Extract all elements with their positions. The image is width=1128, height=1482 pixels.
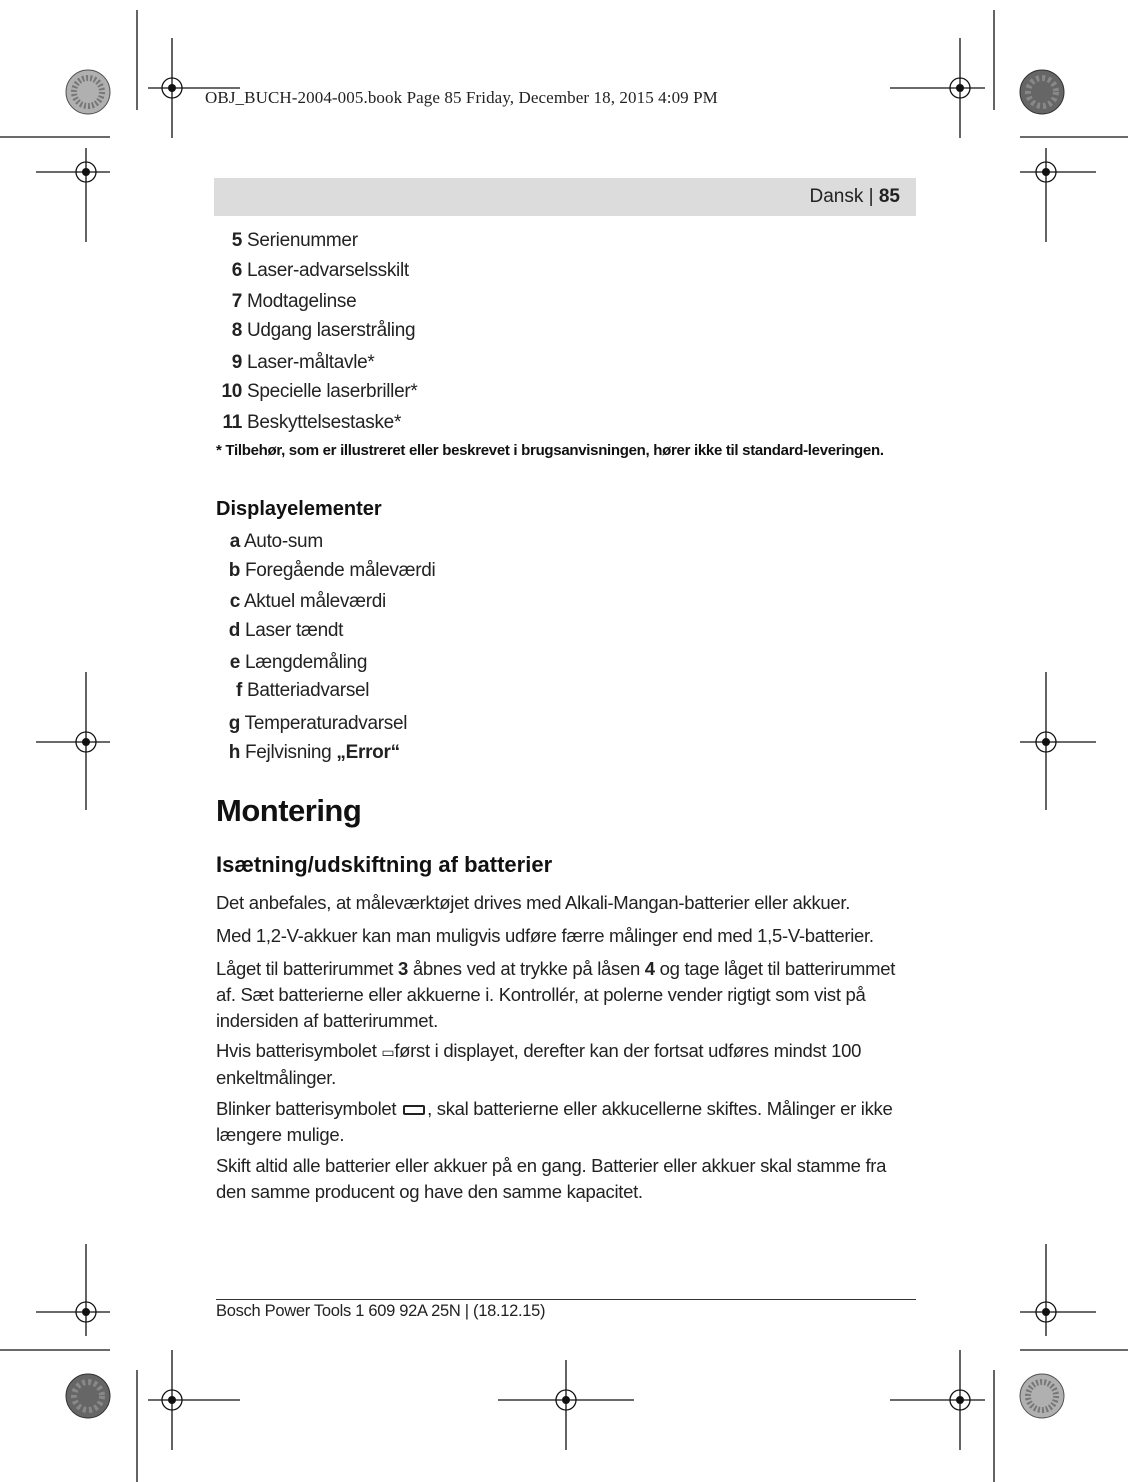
component-item: [216, 412, 401, 434]
display-label: Auto-sum: [243, 531, 323, 552]
component-label: Modtagelinse: [246, 291, 357, 312]
display-item: [216, 531, 323, 553]
header-separator: |: [863, 186, 879, 207]
display-letter: b: [228, 560, 240, 581]
display-item: [216, 560, 435, 582]
paragraph-text: Hvis batterisymbolet: [216, 1040, 382, 1061]
page-number: 85: [878, 186, 900, 207]
display-label: Batteriadvarsel: [246, 680, 370, 701]
paragraph: Med 1,2-V-akkuer kan man muligvis udføre færre målinger end med 1,5-V-batterier.: [216, 925, 874, 946]
paragraph: [216, 1038, 916, 1091]
display-letter: c: [229, 591, 240, 612]
component-item: [216, 230, 358, 252]
display-label: Længdemåling: [244, 652, 368, 673]
component-number: 11: [222, 412, 242, 433]
paragraph-text: Blinker batterisymbolet: [216, 1098, 402, 1119]
display-label-bold: „Error“: [336, 742, 400, 763]
component-label: Specielle laserbriller*: [246, 381, 418, 402]
paragraph: [216, 1096, 916, 1148]
paragraph: Det anbefales, at måleværktøjet drives med Alkali-Mangan-batterier eller akkuer.: [216, 892, 851, 913]
page-footer: Bosch Power Tools 1 609 92A 25N | (18.12.15): [216, 1302, 546, 1320]
component-label: Laser-måltavle*: [246, 352, 375, 373]
component-number: 7: [231, 291, 242, 312]
component-item: [216, 291, 356, 313]
component-label: Serienummer: [246, 230, 358, 251]
paragraph-text: først i displayet, derefter kan der fortsat udføres mindst 100 enkeltmålinger.: [216, 1040, 862, 1089]
component-number: 9: [231, 352, 242, 373]
display-item: [216, 713, 407, 735]
footer-rule: [216, 1299, 916, 1300]
footnote: * Tilbehør, som er illustreret eller beskrevet i brugsanvisningen, hører ikke til standard-leveringen.: [216, 442, 884, 459]
display-label: Temperaturadvarsel: [244, 713, 408, 734]
section-title: Montering: [216, 793, 362, 828]
component-label: Beskyttelsestaske*: [246, 412, 402, 433]
battery-empty-icon: [403, 1105, 425, 1115]
display-letter: h: [228, 742, 240, 763]
display-item: [216, 620, 343, 642]
paragraph-text: åbnes ved at trykke på låsen: [408, 958, 645, 979]
display-label: Aktuel måleværdi: [243, 591, 386, 612]
display-item: [216, 591, 386, 613]
ref-number: 3: [398, 958, 408, 979]
header-language: Dansk: [809, 186, 864, 207]
paragraph-text: , skal batterierne eller akkucellerne skiftes. Målinger er ikke længere mulige.: [216, 1098, 893, 1145]
display-label: Fejlvisning: [244, 742, 337, 763]
battery-low-icon: ▭: [381, 1044, 395, 1061]
header-text: [810, 186, 901, 208]
display-label: Foregående måleværdi: [244, 560, 436, 581]
component-number: 6: [231, 260, 242, 281]
component-number: 10: [221, 381, 242, 402]
component-label: Laser-advarselsskilt: [246, 260, 409, 281]
paragraph-text: og tage låget til batterirummet af. Sæt batterierne eller akkuerne i. Kontrollér, at polerne vender rigtigt som vist på indersiden af batterirummet.: [216, 958, 896, 1031]
component-number: 5: [231, 230, 242, 251]
component-number: 8: [231, 320, 242, 341]
subsection-title: Isætning/udskiftning af batterier: [216, 852, 553, 877]
display-label: Laser tændt: [244, 620, 344, 641]
display-item: [216, 680, 369, 702]
display-letter: a: [229, 531, 240, 552]
component-item: [216, 320, 415, 342]
display-letter: f: [235, 680, 242, 701]
display-item: [216, 742, 400, 764]
display-letter: e: [229, 652, 240, 673]
page-header: [214, 178, 916, 216]
component-item: [216, 260, 409, 282]
display-item: [216, 652, 367, 674]
component-item: [216, 352, 374, 374]
paragraph: Skift altid alle batterier eller akkuer på en gang. Batterier eller akkuer skal stamme fra den samme producent og have den samme kapacitet.: [216, 1155, 887, 1202]
display-letter: d: [228, 620, 240, 641]
component-label: Udgang laserstråling: [246, 320, 416, 341]
display-heading: Displayelementer: [216, 498, 382, 520]
display-letter: g: [228, 713, 240, 734]
paragraph: [216, 956, 916, 1034]
component-item: [216, 381, 418, 403]
ref-number: 4: [644, 958, 655, 979]
print-slug: OBJ_BUCH-2004-005.book Page 85 Friday, December 18, 2015 4:09 PM: [205, 88, 718, 107]
paragraph-text: Låget til batterirummet: [216, 958, 398, 979]
